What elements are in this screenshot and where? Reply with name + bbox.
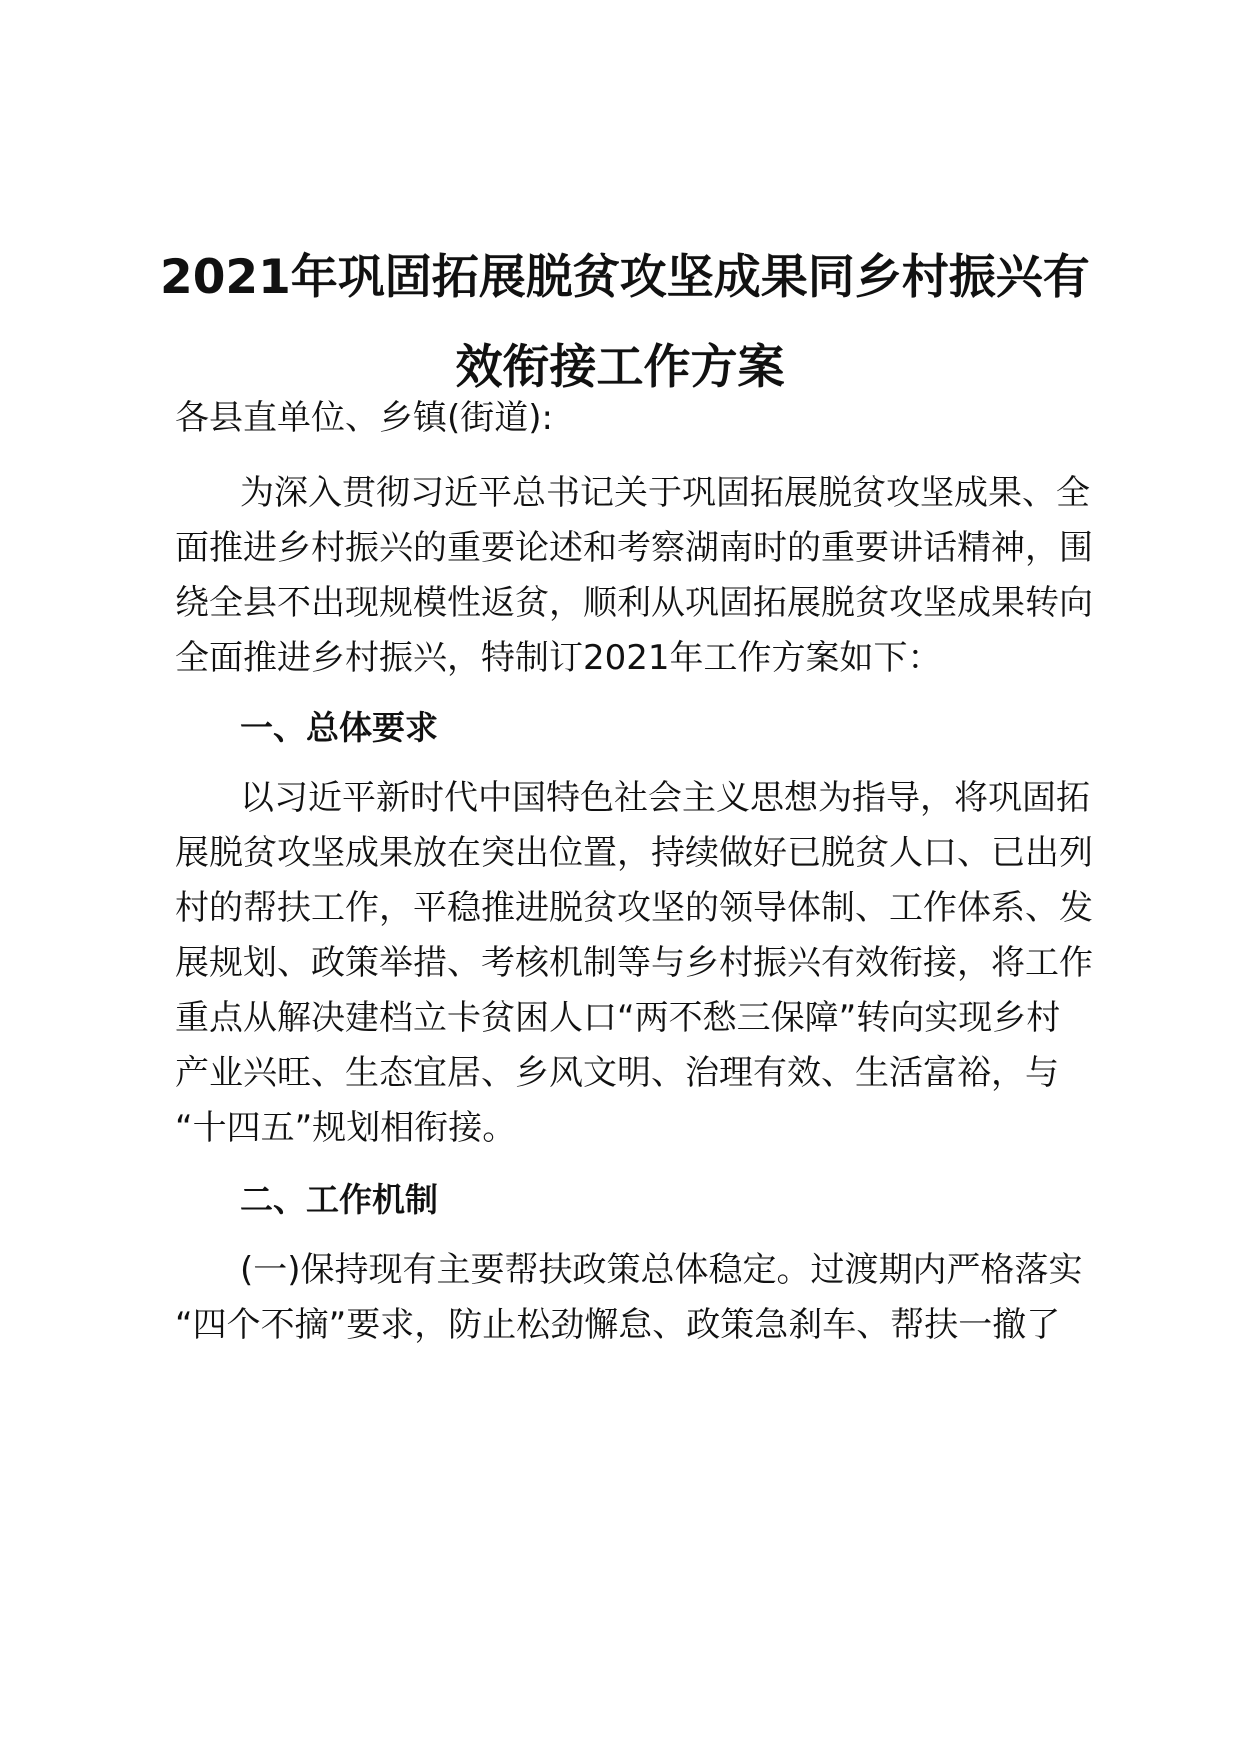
section-heading-work-mechanism: 二、工作机制 xyxy=(240,1180,438,1219)
intro-paragraph-line: 面推进乡村振兴的重要论述和考察湖南时的重要讲话精神，围 xyxy=(175,528,1093,568)
section2-paragraph-line: “四个不摘”要求，防止松劲懈怠、政策急刹车、帮扶一撤了 xyxy=(175,1305,1061,1345)
section1-paragraph-line: 展脱贫攻坚成果放在突出位置，持续做好已脱贫人口、已出列 xyxy=(175,833,1093,873)
document-title-line-2: 效衔接工作方案 xyxy=(455,340,785,395)
section-heading-overall-requirements: 一、总体要求 xyxy=(240,708,438,747)
section1-paragraph-line: 村的帮扶工作，平稳推进脱贫攻坚的领导体制、工作体系、发 xyxy=(175,888,1093,928)
section2-paragraph-line: (一)保持现有主要帮扶政策总体稳定。过渡期内严格落实 xyxy=(240,1250,1083,1290)
section1-paragraph-line: 重点从解决建档立卡贫困人口“两不愁三保障”转向实现乡村 xyxy=(175,998,1061,1038)
intro-paragraph-line: 为深入贯彻习近平总书记关于巩固拓展脱贫攻坚成果、全 xyxy=(240,473,1090,513)
salutation: 各县直单位、乡镇(街道): xyxy=(175,398,553,438)
intro-paragraph-line: 绕全县不出现规模性返贫，顺利从巩固拓展脱贫攻坚成果转向 xyxy=(175,583,1093,623)
intro-paragraph-line: 全面推进乡村振兴，特制订2021年工作方案如下： xyxy=(175,638,942,678)
section1-paragraph-line: 产业兴旺、生态宜居、乡风文明、治理有效、生活富裕，与 xyxy=(175,1053,1059,1093)
document-title-line-1: 2021年巩固拓展脱贫攻坚成果同乡村振兴有 xyxy=(160,250,1090,305)
section1-paragraph-line: 展规划、政策举措、考核机制等与乡村振兴有效衔接，将工作 xyxy=(175,943,1093,983)
section1-paragraph-line: 以习近平新时代中国特色社会主义思想为指导，将巩固拓 xyxy=(240,778,1090,818)
section1-paragraph-line: “十四五”规划相衔接。 xyxy=(175,1108,517,1148)
